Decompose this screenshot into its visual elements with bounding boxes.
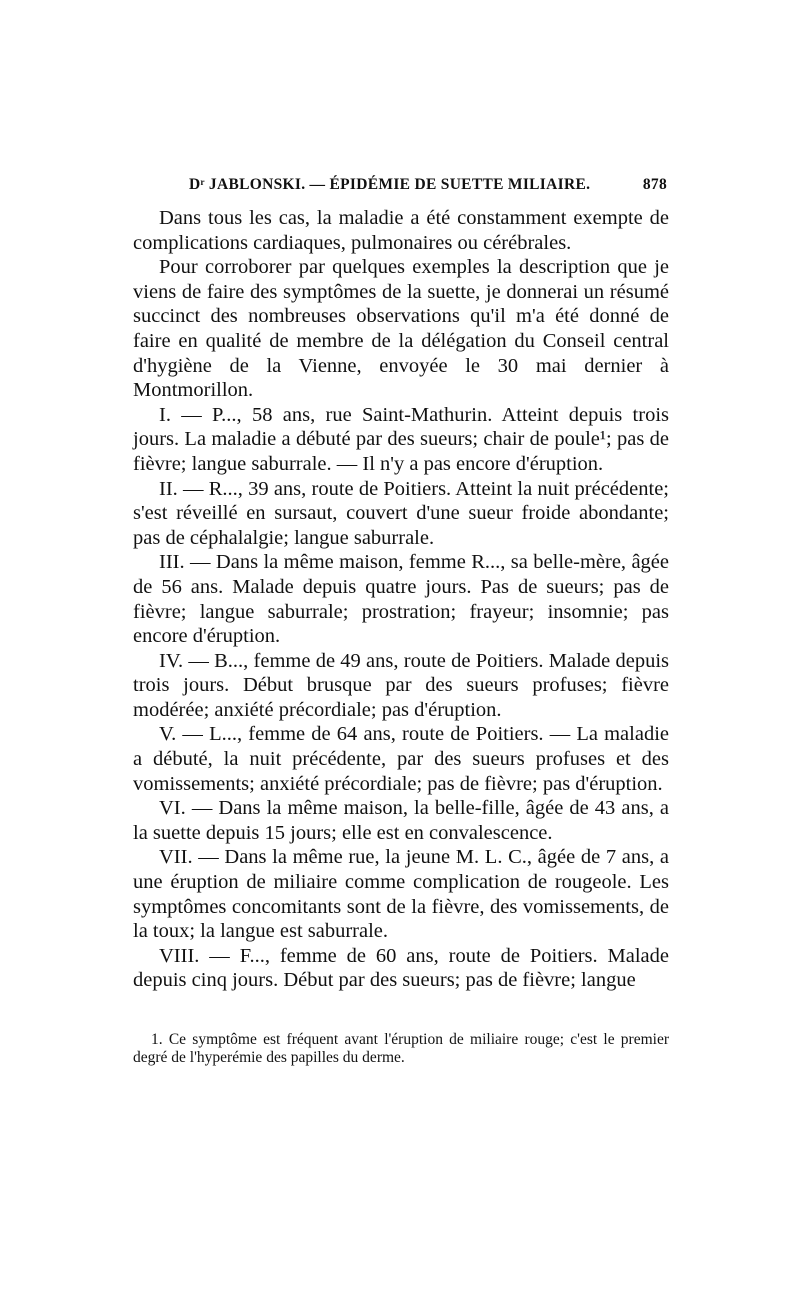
paragraph: Dans tous les cas, la maladie a été constamment exempte de complications cardiaques, pulmonaires ou cérébrales. <box>133 207 669 254</box>
paragraph: II. — R..., 39 ans, route de Poitiers. Atteint la nuit précédente; s'est réveillé en sursaut, couvert d'une sueur froide abondante; pas de céphalalgie; langue saburrale. <box>133 477 669 549</box>
paragraph: III. — Dans la même maison, femme R..., sa belle-mère, âgée de 56 ans. Malade depuis quatre jours. Pas de sueurs; pas de fièvre; langue saburrale; prostration; frayeur; insomnie; pas encore d'éruption. <box>133 551 669 648</box>
book-page <box>133 176 669 1067</box>
paragraph: I. — P..., 58 ans, rue Saint-Mathurin. Atteint depuis trois jours. La maladie a débuté par des sueurs; chair de poule¹; pas de fièvre; langue saburrale. — Il n'y a pas encore d'éruption. <box>133 403 669 475</box>
footnote-text: 1. Ce symptôme est fréquent avant l'éruption de miliaire rouge; c'est le premier degré de l'hyperémie des papilles du derme. <box>133 1031 669 1066</box>
paragraph: VI. — Dans la même maison, la belle-fille, âgée de 43 ans, a la suette depuis 15 jours; elle est en convalescence. <box>133 797 669 844</box>
footnote <box>133 1031 669 1067</box>
paragraph: VIII. — F..., femme de 60 ans, route de Poitiers. Malade depuis cinq jours. Début par des sueurs; pas de fièvre; langue <box>133 944 669 992</box>
paragraph: Pour corroborer par quelques exemples la description que je viens de faire des symptômes de la suette, je donnerai un résumé succinct des nombreuses observations qu'il m'a été donné de faire en qualité de membre de la délégation du Conseil central d'hygiène de la Vienne, envoyée le 30 mai dernier à Montmorillon. <box>133 256 669 402</box>
paragraph: IV. — B..., femme de 49 ans, route de Poitiers. Malade depuis trois jours. Début brusque par des sueurs profuses; fièvre modérée; anxiété précordiale; pas d'éruption. <box>133 649 669 721</box>
paragraph: VII. — Dans la même rue, la jeune M. L. C., âgée de 7 ans, a une éruption de miliaire comme complication de rougeole. Les symptômes concomitants sont de la fièvre, des vomissements, de la toux; la langue est saburrale. <box>133 846 669 943</box>
page-number: 878 <box>642 176 667 193</box>
paragraph: V. — L..., femme de 64 ans, route de Poitiers. — La maladie a débuté, la nuit précédente, par des sueurs profuses et des vomissements; anxiété précordiale; pas de fièvre; pas d'éruption. <box>133 723 669 795</box>
running-header <box>133 176 669 206</box>
body-text <box>133 206 669 993</box>
running-title: Dʳ JABLONSKI. — ÉPIDÉMIE DE SUETTE MILIAIRE. <box>189 176 591 193</box>
